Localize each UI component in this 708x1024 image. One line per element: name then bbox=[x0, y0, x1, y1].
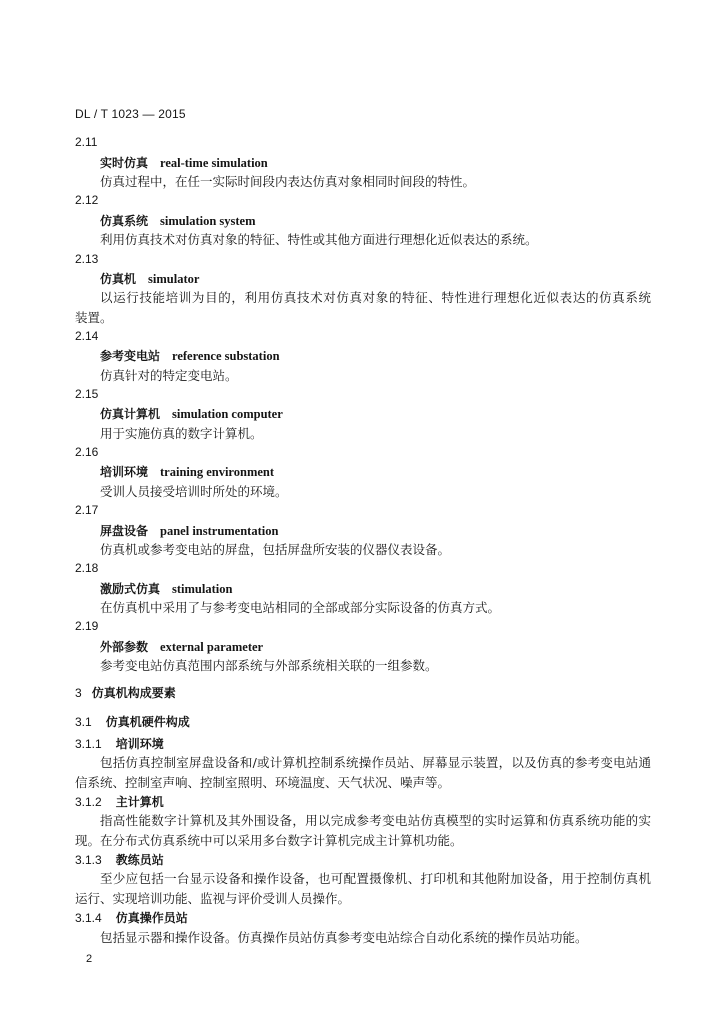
term-english: simulation system bbox=[160, 213, 256, 228]
clause-title: 主计算机 bbox=[115, 795, 164, 809]
chapter-title: 仿真机构成要素 bbox=[91, 686, 176, 701]
term-entry bbox=[75, 385, 651, 443]
term-chinese: 仿真计算机 bbox=[100, 407, 161, 422]
term-definition: 仿真针对的特定变电站。 bbox=[100, 367, 238, 383]
term-entry bbox=[75, 617, 651, 675]
term-english: real-time simulation bbox=[160, 155, 268, 170]
term-heading bbox=[75, 211, 651, 230]
term-number: 2.14 bbox=[75, 328, 99, 343]
term-definition: 参考变电站仿真范围内部系统与外部系统相关联的一组参数。 bbox=[100, 658, 438, 674]
page-content bbox=[75, 105, 651, 947]
clause-paragraph-line: 信系统、控制室声响、控制室照明、环境温度、天气状况、噪声等。 bbox=[75, 774, 451, 790]
clause-number: 3.1.1 bbox=[75, 736, 102, 751]
clause-title: 教练员站 bbox=[115, 853, 164, 868]
term-number: 2.17 bbox=[75, 503, 99, 518]
term-entry bbox=[75, 250, 651, 327]
term-number: 2.12 bbox=[75, 193, 99, 208]
term-english: simulation computer bbox=[172, 407, 283, 422]
clause-entry bbox=[75, 734, 651, 792]
term-english: reference substation bbox=[172, 349, 280, 364]
term-definition-continued: 装置。 bbox=[75, 309, 113, 325]
term-entry bbox=[75, 559, 651, 617]
term-heading bbox=[75, 521, 651, 540]
clause-paragraph-line: 至少应包括一台显示设备和操作设备，也可配置摄像机、打印机和其他附加设备，用于控制仿真机 bbox=[100, 871, 651, 887]
clause-paragraph-line: 包括显示器和操作设备。仿真操作员站仿真参考变电站综合自动化系统的操作员站功能。 bbox=[100, 929, 588, 945]
term-number: 2.15 bbox=[75, 387, 99, 402]
clause-paragraph-line: 指高性能数字计算机及其外围设备，用以完成参考变电站仿真模型的实时运算和仿真系统功能的实 bbox=[100, 813, 651, 829]
section-title: 仿真机硬件构成 bbox=[105, 714, 190, 729]
term-number: 2.13 bbox=[75, 251, 99, 266]
clause-paragraph-line: 运行、实现培训功能、监视与评价受训人员操作。 bbox=[75, 890, 351, 906]
term-heading bbox=[75, 269, 651, 288]
term-chinese: 参考变电站 bbox=[100, 349, 161, 364]
standard-code-header: DL / T 1023 — 2015 bbox=[75, 107, 186, 121]
term-definition: 仿真机或参考变电站的屏盘，包括屏盘所安装的仪器仪表设备。 bbox=[100, 541, 451, 557]
term-english: external parameter bbox=[160, 639, 264, 654]
clause-entry bbox=[75, 850, 651, 908]
term-definition: 仿真过程中，在任一实际时间段内表达仿真对象相同时间段的特性。 bbox=[100, 174, 476, 190]
clause-number: 3.1.3 bbox=[75, 853, 102, 868]
clause-paragraph-line: 包括仿真控制室屏盘设备和/或计算机控制系统操作员站、屏幕显示装置，以及仿真的参考变电站通 bbox=[100, 755, 651, 771]
term-chinese: 外部参数 bbox=[100, 639, 149, 654]
term-chinese: 仿真机 bbox=[100, 271, 137, 286]
clause-number: 3.1.4 bbox=[75, 911, 102, 926]
term-heading bbox=[75, 462, 651, 481]
term-english: stimulation bbox=[172, 581, 233, 596]
term-chinese: 屏盘设备 bbox=[100, 523, 149, 538]
terms-list bbox=[75, 133, 651, 675]
term-entry bbox=[75, 443, 651, 501]
clause-title: 培训环境 bbox=[115, 736, 164, 751]
clause-paragraph-line: 现。在分布式仿真系统中可以采用多台数字计算机完成主计算机功能。 bbox=[75, 832, 463, 848]
clause-number: 3.1.2 bbox=[75, 795, 102, 809]
term-chinese: 激励式仿真 bbox=[100, 581, 161, 596]
section-number: 3.1 bbox=[75, 714, 92, 729]
clauses-list bbox=[75, 734, 651, 947]
term-english: panel instrumentation bbox=[160, 523, 279, 538]
term-english: simulator bbox=[148, 271, 200, 286]
term-definition: 用于实施仿真的数字计算机。 bbox=[100, 425, 263, 441]
term-chinese: 实时仿真 bbox=[100, 155, 149, 170]
clause-heading bbox=[75, 792, 651, 811]
term-heading bbox=[75, 346, 651, 365]
term-definition: 在仿真机中采用了与参考变电站相同的全部或部分实际设备的仿真方式。 bbox=[100, 599, 501, 615]
term-number: 2.16 bbox=[75, 445, 99, 460]
term-heading bbox=[75, 153, 651, 172]
term-heading bbox=[75, 404, 651, 423]
term-english: training environment bbox=[160, 465, 275, 480]
term-definition: 以运行技能培训为目的，利用仿真技术对仿真对象的特征、特性进行理想化近似表达的仿真系统 bbox=[100, 290, 651, 306]
term-entry bbox=[75, 501, 651, 559]
term-definition: 受训人员接受培训时所处的环境。 bbox=[100, 483, 288, 499]
term-definition: 利用仿真技术对仿真对象的特征、特性或其他方面进行理想化近似表达的系统。 bbox=[100, 232, 538, 248]
chapter-number: 3 bbox=[75, 686, 82, 701]
clause-entry bbox=[75, 792, 651, 850]
chapter-heading bbox=[75, 683, 651, 702]
term-entry bbox=[75, 133, 651, 191]
clause-heading bbox=[75, 908, 651, 927]
term-heading bbox=[75, 579, 651, 598]
page-number: 2 bbox=[86, 953, 93, 965]
term-entry bbox=[75, 327, 651, 385]
term-heading bbox=[75, 637, 651, 656]
term-chinese: 培训环境 bbox=[100, 465, 149, 480]
term-number: 2.11 bbox=[75, 135, 98, 150]
clause-heading bbox=[75, 850, 651, 869]
clause-entry bbox=[75, 908, 651, 947]
clause-heading bbox=[75, 734, 651, 753]
clause-title: 仿真操作员站 bbox=[115, 911, 188, 926]
term-number: 2.18 bbox=[75, 561, 99, 576]
term-chinese: 仿真系统 bbox=[100, 213, 149, 228]
term-entry bbox=[75, 191, 651, 249]
term-number: 2.19 bbox=[75, 619, 99, 634]
section-heading bbox=[75, 712, 651, 731]
